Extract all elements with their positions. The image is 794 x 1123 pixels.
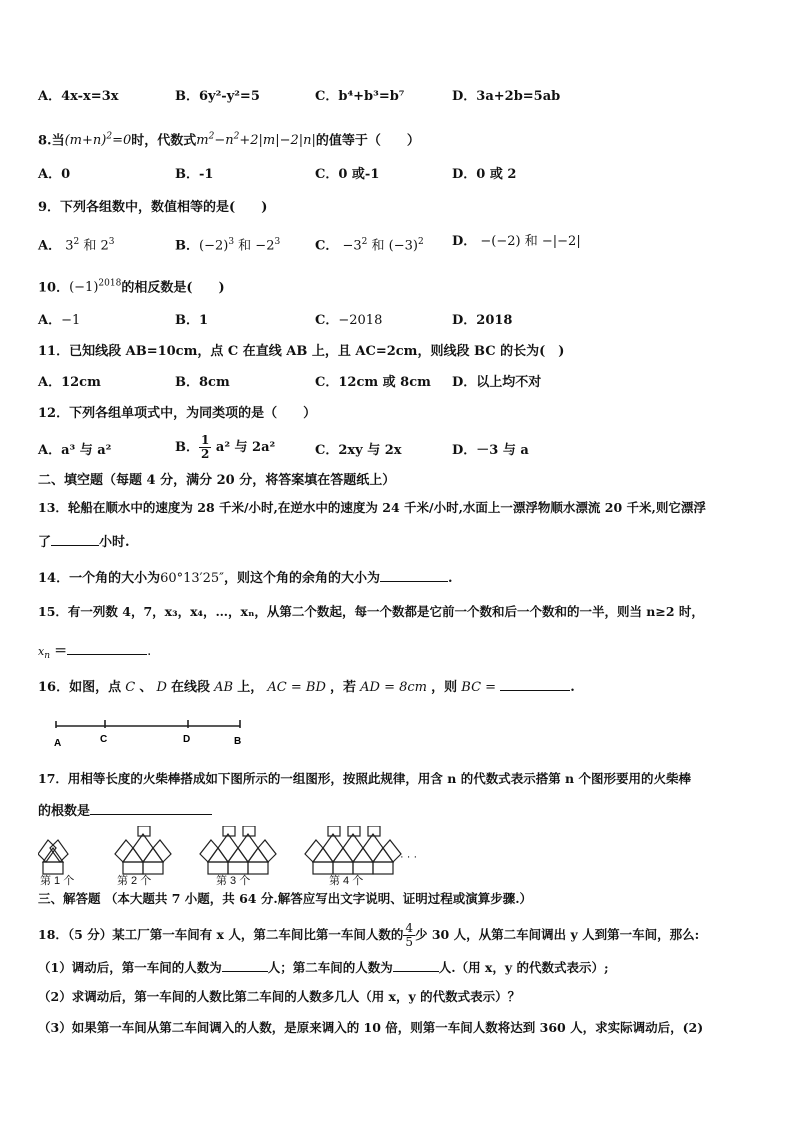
label-a: A <box>54 738 62 749</box>
q13-answer-blank[interactable] <box>51 531 99 546</box>
label-b: B <box>234 736 242 747</box>
q12-option-a: A．a³ 与 a² <box>38 443 112 458</box>
q10-option-d: D．2018 <box>452 313 513 328</box>
q16-segment-figure <box>50 716 250 750</box>
q7-b-text: 6y²-y²=5 <box>199 89 260 104</box>
q18-blank-1[interactable] <box>222 957 268 972</box>
q10-stem: 10．$(-1)^{2018}$的相反数是( ) <box>38 279 225 296</box>
q17-line2: 的根数是 <box>38 800 212 821</box>
q14-answer-blank[interactable] <box>380 567 448 582</box>
q7-option-b: B．6y²-y²=5 <box>175 89 260 104</box>
q13-line2: 了 小时. <box>38 531 130 552</box>
q14-stem: 14．一个角的大小为60°13′25″，则这个角的余角的大小为 . <box>38 567 453 588</box>
figure-2-label: 第 2 个 <box>117 875 152 887</box>
q8-option-a: A．0 <box>38 167 71 182</box>
q9-option-c: C． $-3^2$ 和 $(-3)^2$ <box>315 237 424 254</box>
q16-stem: 16．如图，点 C 、 D 在线段 AB 上， AC = BD ，若 AD = 8cm ，则 BC = . <box>38 676 575 697</box>
q12-option-d: D．－3 与 a <box>452 443 529 458</box>
q17-answer-blank[interactable] <box>90 800 212 815</box>
q9-option-a: A． $3^2$ 和 $2^3$ <box>38 237 115 254</box>
figure-1 <box>38 840 68 874</box>
q18-stem: 18．（5 分）某工厂第一车间有 x 人，第二车间比第一车间人数的 $\frac{4}{5}$ 少 30 人，从第二车间调出 y 人到第一车间，那么: <box>38 921 700 949</box>
figure-3-label: 第 3 个 <box>216 875 251 887</box>
q10-option-a: A．−1 <box>38 313 81 328</box>
q8-stem: 8.当$(m+n)^2=0$时，代数式$m^2-n^2+2|m|-2|n|$的值等于（ ） <box>38 132 420 149</box>
continuation-dots: · · · <box>400 851 418 863</box>
figure-4-label: 第 4 个 <box>329 875 364 887</box>
q7-option-c: C．b⁴+b³=b⁷ <box>315 89 405 104</box>
q12-option-b: B． $\frac{1}{2}$ a² 与 2a² <box>175 433 276 461</box>
q11-option-d: D．以上均不对 <box>452 375 542 390</box>
figure-3 <box>200 826 276 874</box>
q18-blank-2[interactable] <box>393 957 439 972</box>
q11-option-c: C．12cm 或 8cm <box>315 375 431 390</box>
q12-stem: 12．下列各组单项式中，为同类项的是（ ） <box>38 406 317 421</box>
q7-a-text: 4x-x=3x <box>61 89 119 104</box>
q8-option-d: D．0 或 2 <box>452 167 517 182</box>
q18-part3: （3）如果第一车间从第二车间调入的人数，是原来调入的 10 倍，则第一车间人数将达到 360 人，求实际调动后，(2) <box>38 1020 704 1035</box>
q10-option-c: C．−2018 <box>315 313 383 328</box>
q8-option-b: B．-1 <box>175 167 214 182</box>
q11-stem: 11．已知线段 AB=10cm，点 C 在直线 AB 上，且 AC=2cm，则线段 BC 的长为( ) <box>38 344 565 359</box>
label-c: C <box>100 734 108 745</box>
q18-part1: （1）调动后，第一车间的人数为 人；第二车间的人数为 人.（用 x，y 的代数式表示）; <box>38 957 609 977</box>
q15-line2: $x_n$ ＝ . <box>38 640 151 665</box>
q12-option-c: C．2xy 与 2x <box>315 443 402 458</box>
figure-4 <box>305 826 401 874</box>
q13-line1: 13．轮船在顺水中的速度为 28 千米/小时,在逆水中的速度为 24 千米/小时,水面上一漂浮物顺水漂流 20 千米,则它漂浮 <box>38 500 706 515</box>
section-2-heading: 二、填空题（每题 4 分，满分 20 分，将答案填在答题纸上） <box>38 473 396 488</box>
q15-line1: 15．有一列数 4，7，x₃，x₄，…，xₙ，从第二个数起，每一个数都是它前一个数和后一个数和的一半，则当 n≥2 时， <box>38 604 704 619</box>
q7-d-text: 3a+2b=5ab <box>476 89 561 104</box>
label-d: D <box>183 734 191 745</box>
q9-stem: 9．下列各组数中，数值相等的是( ) <box>38 200 268 215</box>
q7-c-text: b⁴+b³=b⁷ <box>338 89 405 104</box>
q7-option-d: D．3a+2b=5ab <box>452 89 561 104</box>
q7-option-a: A．4x-x=3x <box>38 89 119 104</box>
figure-1-label: 第 1 个 <box>40 875 75 887</box>
q18-part2: （2）求调动后，第一车间的人数比第二车间的人数多几人（用 x，y 的代数式表示）？ <box>38 989 521 1004</box>
q9-option-b: B．$(-2)^3$ 和 $-2^3$ <box>175 237 281 254</box>
q11-option-b: B．8cm <box>175 375 230 390</box>
q16-answer-blank[interactable] <box>500 676 570 691</box>
q15-answer-blank[interactable] <box>67 640 147 655</box>
q10-option-b: B．1 <box>175 313 209 328</box>
q11-option-a: A．12cm <box>38 375 101 390</box>
figure-2 <box>115 826 171 874</box>
section-3-heading: 三、解答题 （本大题共 7 小题，共 64 分.解答应写出文字说明、证明过程或演算步骤.） <box>38 891 533 906</box>
q17-line1: 17．用相等长度的火柴棒搭成如下图所示的一组图形，按照此规律，用含 n 的代数式表示搭第 n 个图形要用的火柴棒 <box>38 771 691 786</box>
q9-option-d: D． −(−2) 和 −|−2| <box>452 234 581 249</box>
q8-option-c: C．0 或-1 <box>315 167 380 182</box>
